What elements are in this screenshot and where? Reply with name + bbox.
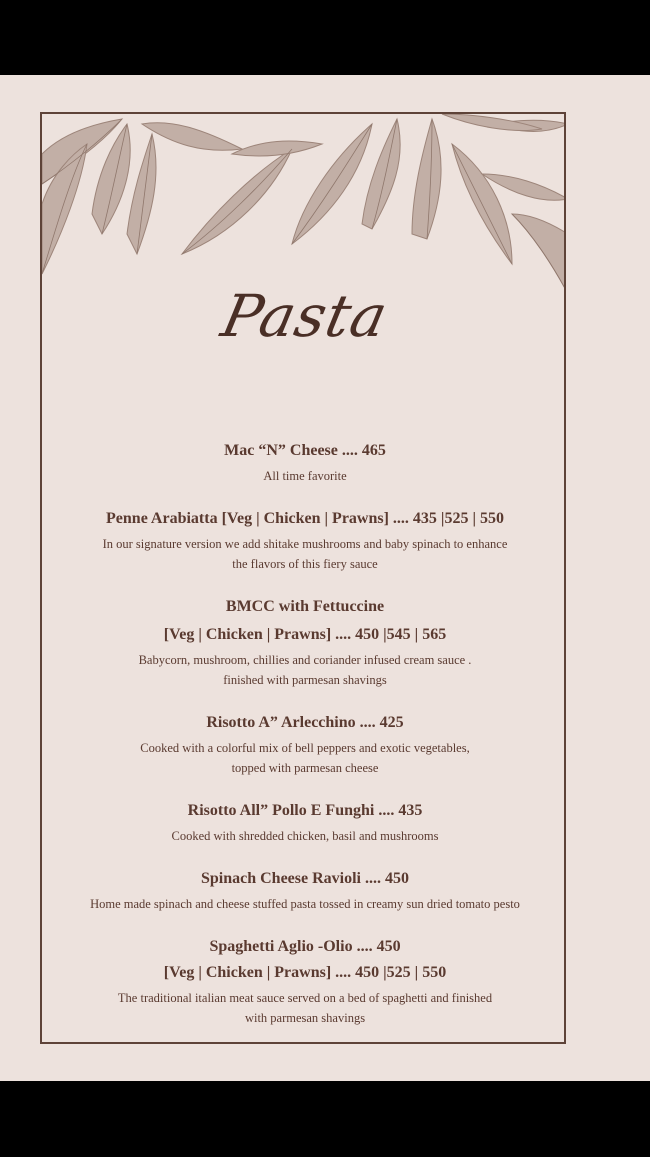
menu-frame: [40, 112, 566, 1044]
item-description: Cooked with shredded chicken, basil and mushrooms: [171, 829, 439, 843]
item-description: All time favorite: [263, 469, 347, 483]
item-description: Babycorn, mushroom, chillies and coriander infused cream sauce .: [138, 653, 472, 667]
item-name: [Veg | Chicken | Prawns] .... 450 |545 | 565: [163, 626, 447, 643]
menu-item: [42, 594, 566, 690]
item-description: the flavors of this fiery sauce: [232, 557, 378, 571]
menu-item: [42, 506, 566, 574]
menu-item: [42, 866, 566, 914]
item-name: Penne Arabiatta [Veg | Chicken | Prawns] .... 435 |525 | 550: [106, 510, 504, 527]
menu-item: [42, 710, 566, 778]
menu-item: [42, 934, 566, 1028]
item-name: [Veg | Chicken | Prawns] .... 450 |525 | 550: [163, 964, 447, 981]
item-name: Spinach Cheese Ravioli .... 450: [200, 870, 409, 887]
item-description: with parmesan shavings: [244, 1011, 366, 1025]
item-name: Risotto All” Pollo E Funghi .... 435: [187, 802, 423, 819]
menu-item: [42, 798, 566, 846]
item-name: Risotto A” Arlecchino .... 425: [206, 714, 404, 731]
menu-item: [42, 438, 566, 486]
item-description: In our signature version we add shitake mushrooms and baby spinach to enhance: [102, 537, 508, 551]
item-description: Home made spinach and cheese stuffed pasta tossed in creamy sun dried tomato pesto: [90, 897, 520, 911]
item-description: The traditional italian meat sauce served on a bed of spaghetti and finished: [117, 991, 493, 1005]
item-description: Cooked with a colorful mix of bell peppers and exotic vegetables,: [140, 741, 470, 755]
page-title: Pasta: [215, 282, 395, 350]
item-description: topped with parmesan cheese: [231, 761, 379, 775]
item-description: finished with parmesan shavings: [223, 673, 387, 687]
menu-list: [42, 438, 566, 1028]
item-name: Spaghetti Aglio -Olio .... 450: [209, 938, 401, 955]
menu-page: [0, 75, 650, 1081]
item-name: BMCC with Fettuccine: [225, 598, 385, 615]
item-name: Mac “N” Cheese .... 465: [224, 442, 386, 459]
